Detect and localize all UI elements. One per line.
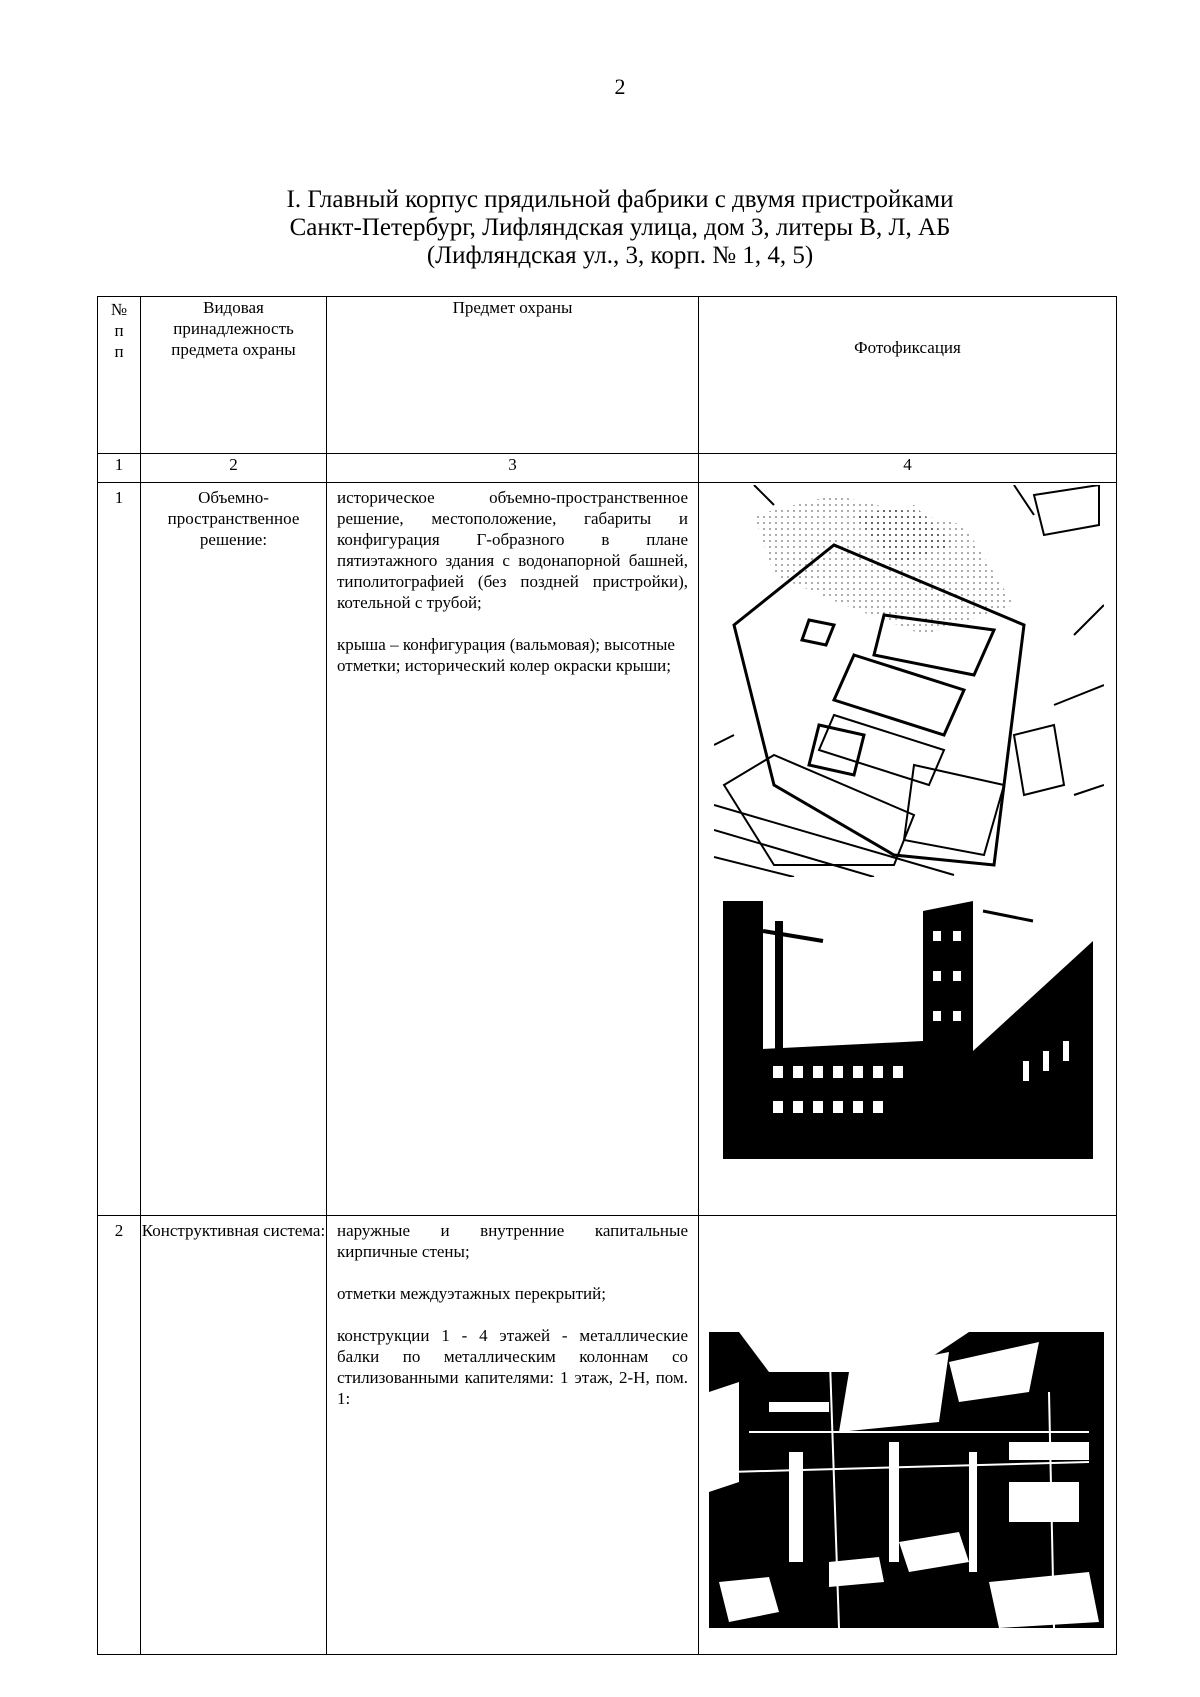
- row-kind: Объемно-пространственное решение:: [141, 483, 327, 1216]
- header-num-line: №: [110, 300, 128, 319]
- subject-paragraph: конструкции 1 - 4 этажей - металлические балки по металлическим колоннам со стилизованными капителями: 1 этаж, 2-Н, пом. 1:: [337, 1326, 688, 1408]
- heading-line-1: I. Главный корпус прядильной фабрики с двумя пристройками: [286, 186, 954, 213]
- header-num: [98, 297, 141, 454]
- subject-paragraph: наружные и внутренние капитальные кирпичные стены;: [337, 1221, 688, 1261]
- protection-subject-table: [97, 296, 1117, 1655]
- header-num-line: п: [114, 342, 124, 361]
- heading-line-3: (Лифляндская ул., 3, корп. № 1, 4, 5): [426, 242, 814, 269]
- index-cell: 2: [141, 454, 327, 483]
- row-kind: Конструктивная система:: [141, 1216, 327, 1655]
- interior-columns-photo: [709, 1332, 1104, 1628]
- row-photo: [699, 483, 1117, 1216]
- document-heading: [0, 186, 1200, 270]
- header-photo: Фотофиксация: [699, 297, 1117, 454]
- heading-line-2: Санкт-Петербург, Лифляндская улица, дом 3, литеры В, Л, АБ: [289, 214, 951, 241]
- subject-paragraph: отметки междуэтажных перекрытий;: [337, 1284, 606, 1303]
- table-row: [98, 1216, 1117, 1655]
- aerial-plan-photo: [714, 485, 1104, 877]
- header-subject: Предмет охраны: [327, 297, 699, 454]
- table-index-row: [98, 454, 1117, 483]
- row-photo: [699, 1216, 1117, 1655]
- subject-paragraph: крыша – конфигурация (вальмовая); высотные отметки; исторический колер окраски крыши;: [337, 635, 675, 675]
- table-row: [98, 483, 1117, 1216]
- subject-paragraph: историческое объемно-пространственное решение, местоположение, габариты и конфигурация Г-образного в плане пятиэтажного здания с водонапорной башней, типолитографией (без поздней пристройки), котельной с трубой;: [337, 488, 688, 612]
- index-cell: 3: [327, 454, 699, 483]
- table-header-row: [98, 297, 1117, 454]
- header-kind: Видовая принадлежность предмета охраны: [141, 297, 327, 454]
- row-number: 2: [98, 1216, 141, 1655]
- header-num-line: п: [114, 321, 124, 340]
- index-cell: 1: [98, 454, 141, 483]
- row-subject: [327, 1216, 699, 1655]
- row-number: 1: [98, 483, 141, 1216]
- index-cell: 4: [699, 454, 1117, 483]
- row-subject: [327, 483, 699, 1216]
- page-number: 2: [614, 74, 626, 99]
- tower-exterior-photo: [723, 901, 1093, 1159]
